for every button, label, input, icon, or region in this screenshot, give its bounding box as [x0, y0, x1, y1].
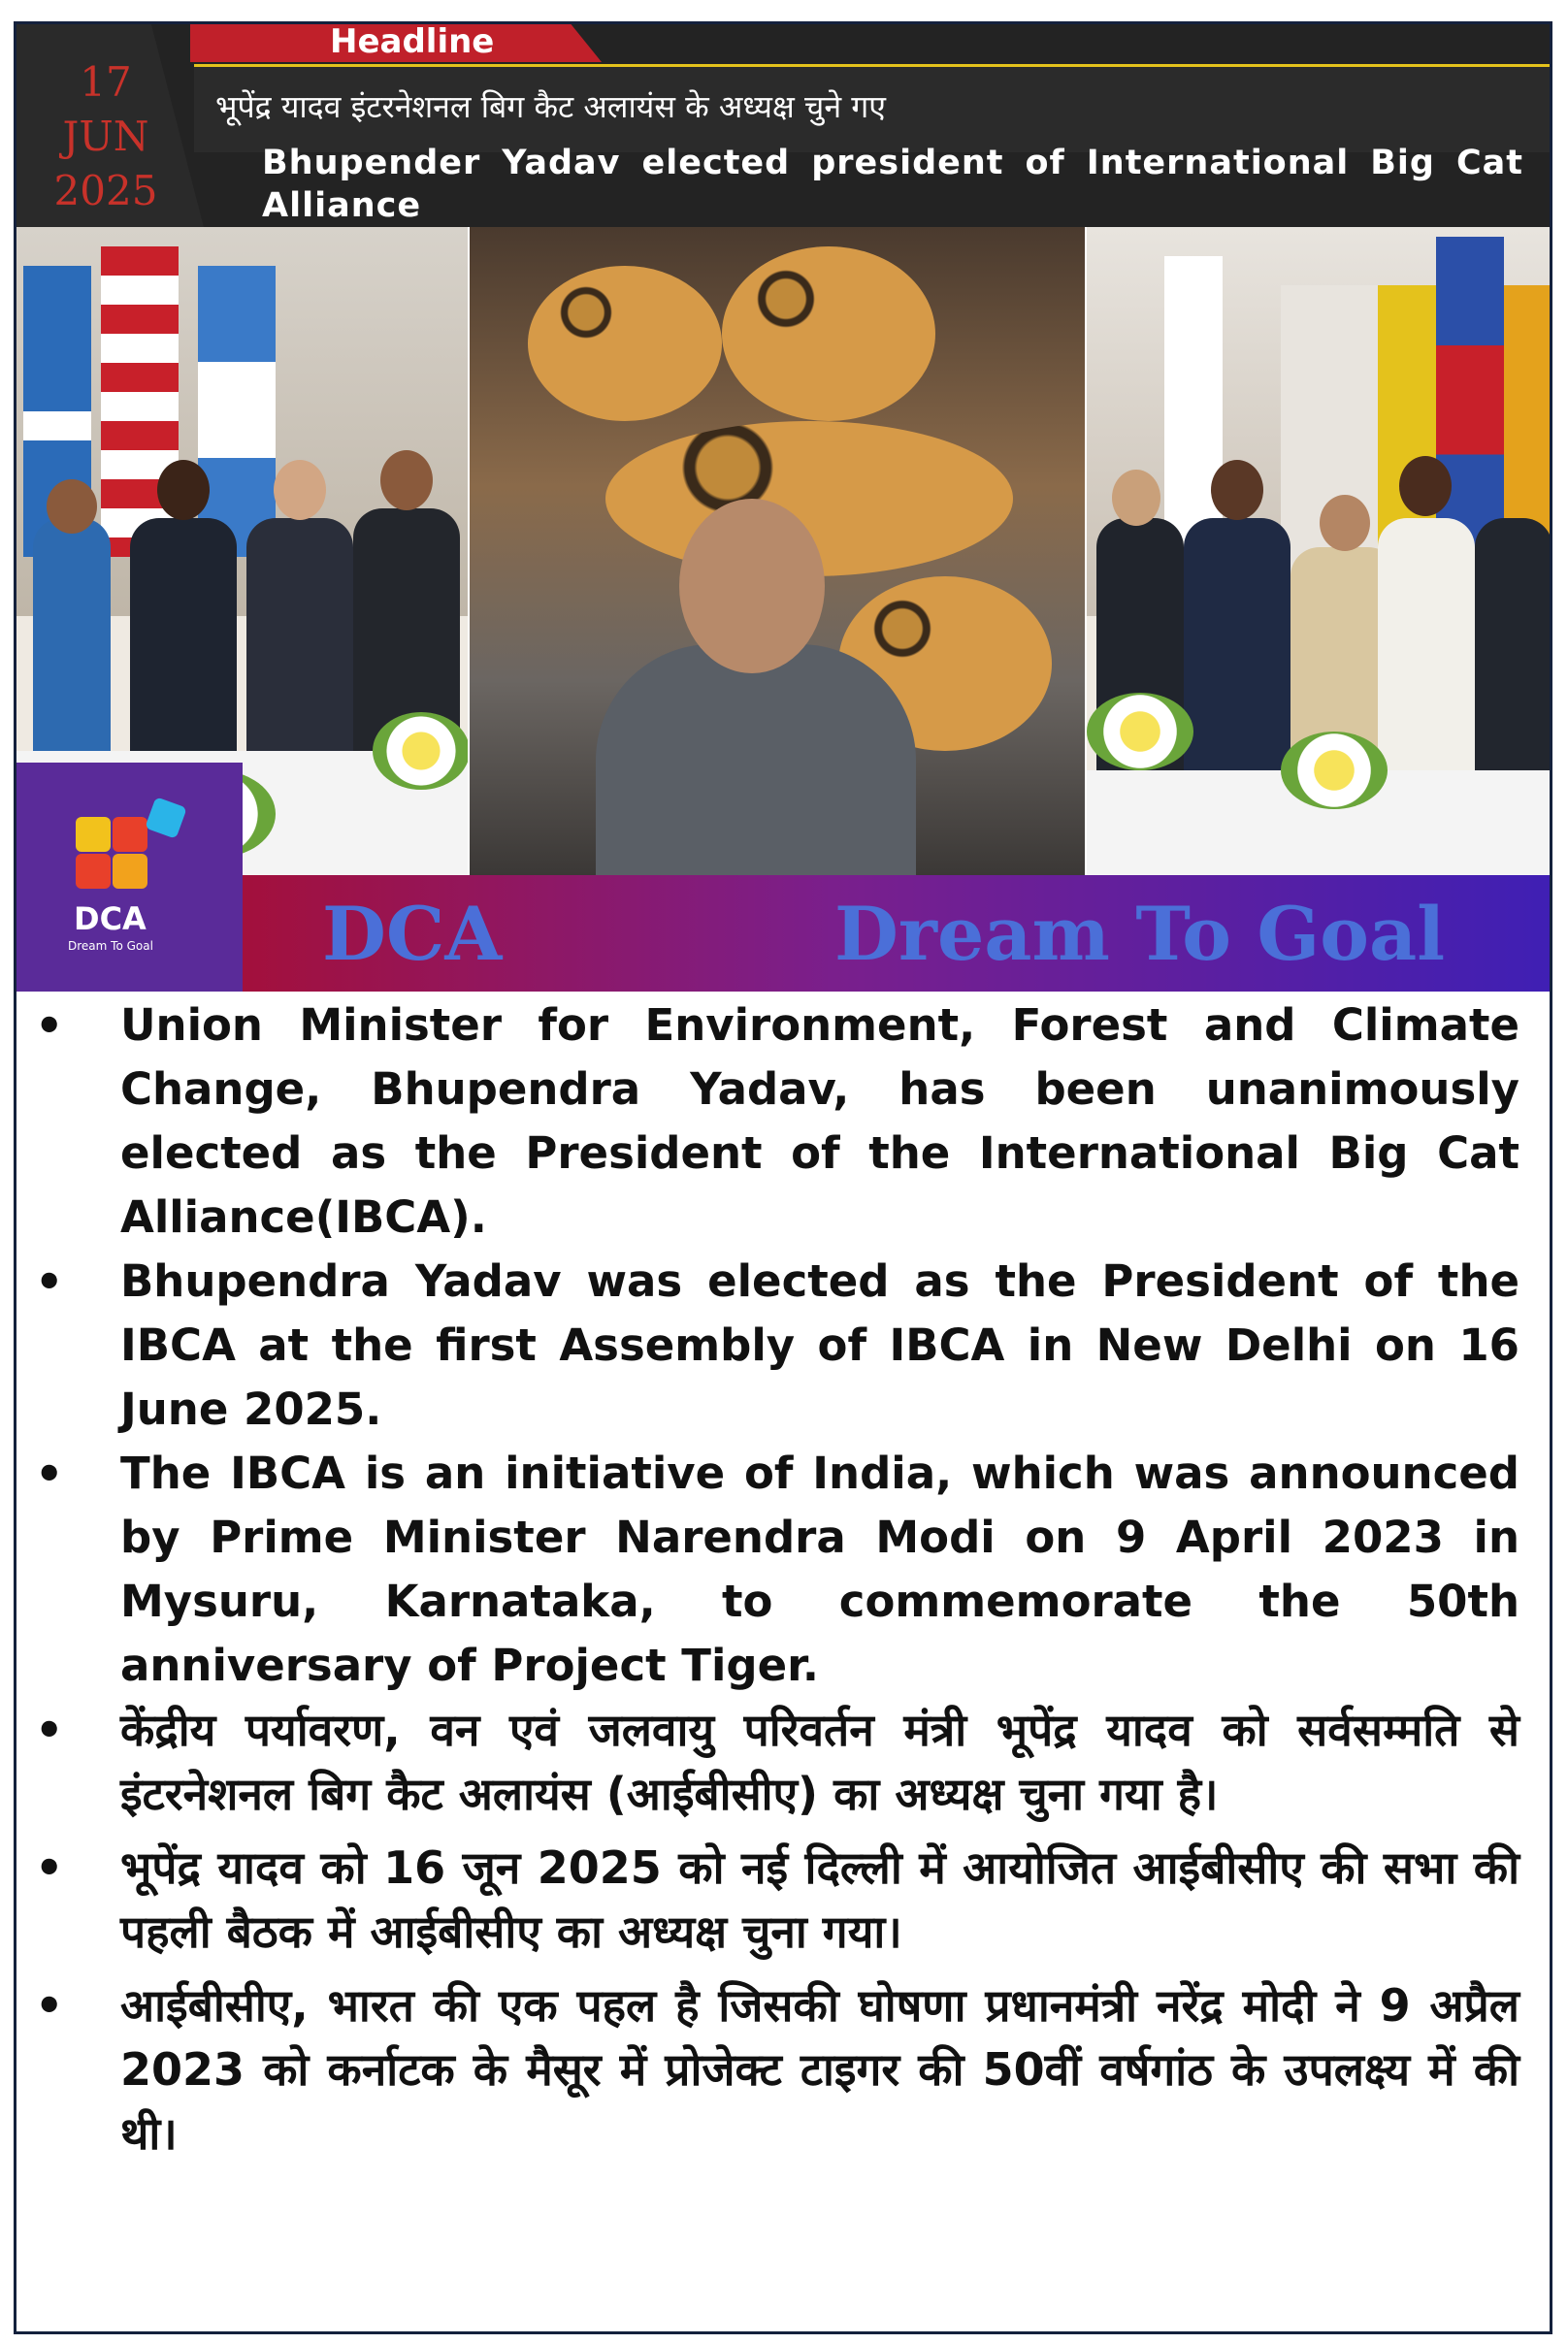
date-month: JUN: [62, 113, 149, 160]
date-day: 17: [80, 58, 132, 106]
headline-english-continued: Alliance: [262, 186, 422, 225]
page-frame: [14, 21, 1552, 2334]
headline-hindi: भूपेंद्र यादव इंटरनेशनल बिग कैट अलायंस के अध्यक्ष चुने गए: [215, 88, 887, 125]
bullet-item: • Bhupendra Yadav was elected as the President of the IBCA at the first Assembly of IBCA in New Delhi on 16 June 2025.: [35, 1250, 1519, 1442]
banner-dca-text: DCA: [322, 891, 503, 977]
headline-english: Bhupender Yadav elected president of International Big Cat: [262, 144, 1523, 182]
logo-subtext: Dream To Goal: [68, 939, 153, 953]
headline-tab-label: Headline: [330, 22, 495, 61]
banner-tagline: Dream To Goal: [834, 891, 1446, 977]
logo-text: DCA: [74, 900, 147, 937]
bullet-item: • आईबीसीए, भारत की एक पहल है जिसकी घोषणा प्रधानमंत्री नरेंद्र मोदी ने 9 अप्रैल 2023 को कर्नाटक के मैसूर में प्रोजेक्ट टाइगर की 50वीं वर्षगांठ के उपलक्ष्य में की थी।: [35, 1973, 1519, 2165]
bullet-item: • The IBCA is an initiative of India, which was announced by Prime Minister Narendra Modi on 9 April 2023 in Mysuru, Karnataka, to commemorate the 50th anniversary of Project Tiger.: [35, 1442, 1519, 1698]
bullet-item: • Union Minister for Environment, Forest and Climate Change, Bhupendra Yadav, has been unanimously elected as the President of the International Big Cat Alliance(IBCA).: [35, 993, 1519, 1250]
bullet-item: • केंद्रीय पर्यावरण, वन एवं जलवायु परिवर्तन मंत्री भूपेंद्र यादव को सर्वसम्मति से इंटरनेशनल बिग कैट अलायंस (आईबीसीए) का अध्यक्ष चुना गया है।: [35, 1698, 1519, 1826]
date-year: 2025: [53, 167, 158, 214]
bullet-item: • भूपेंद्र यादव को 16 जून 2025 को नई दिल्ली में आयोजित आईबीसीए की सभा की पहली बैठक में आईबीसीए का अध्यक्ष चुना गया।: [35, 1836, 1519, 1964]
